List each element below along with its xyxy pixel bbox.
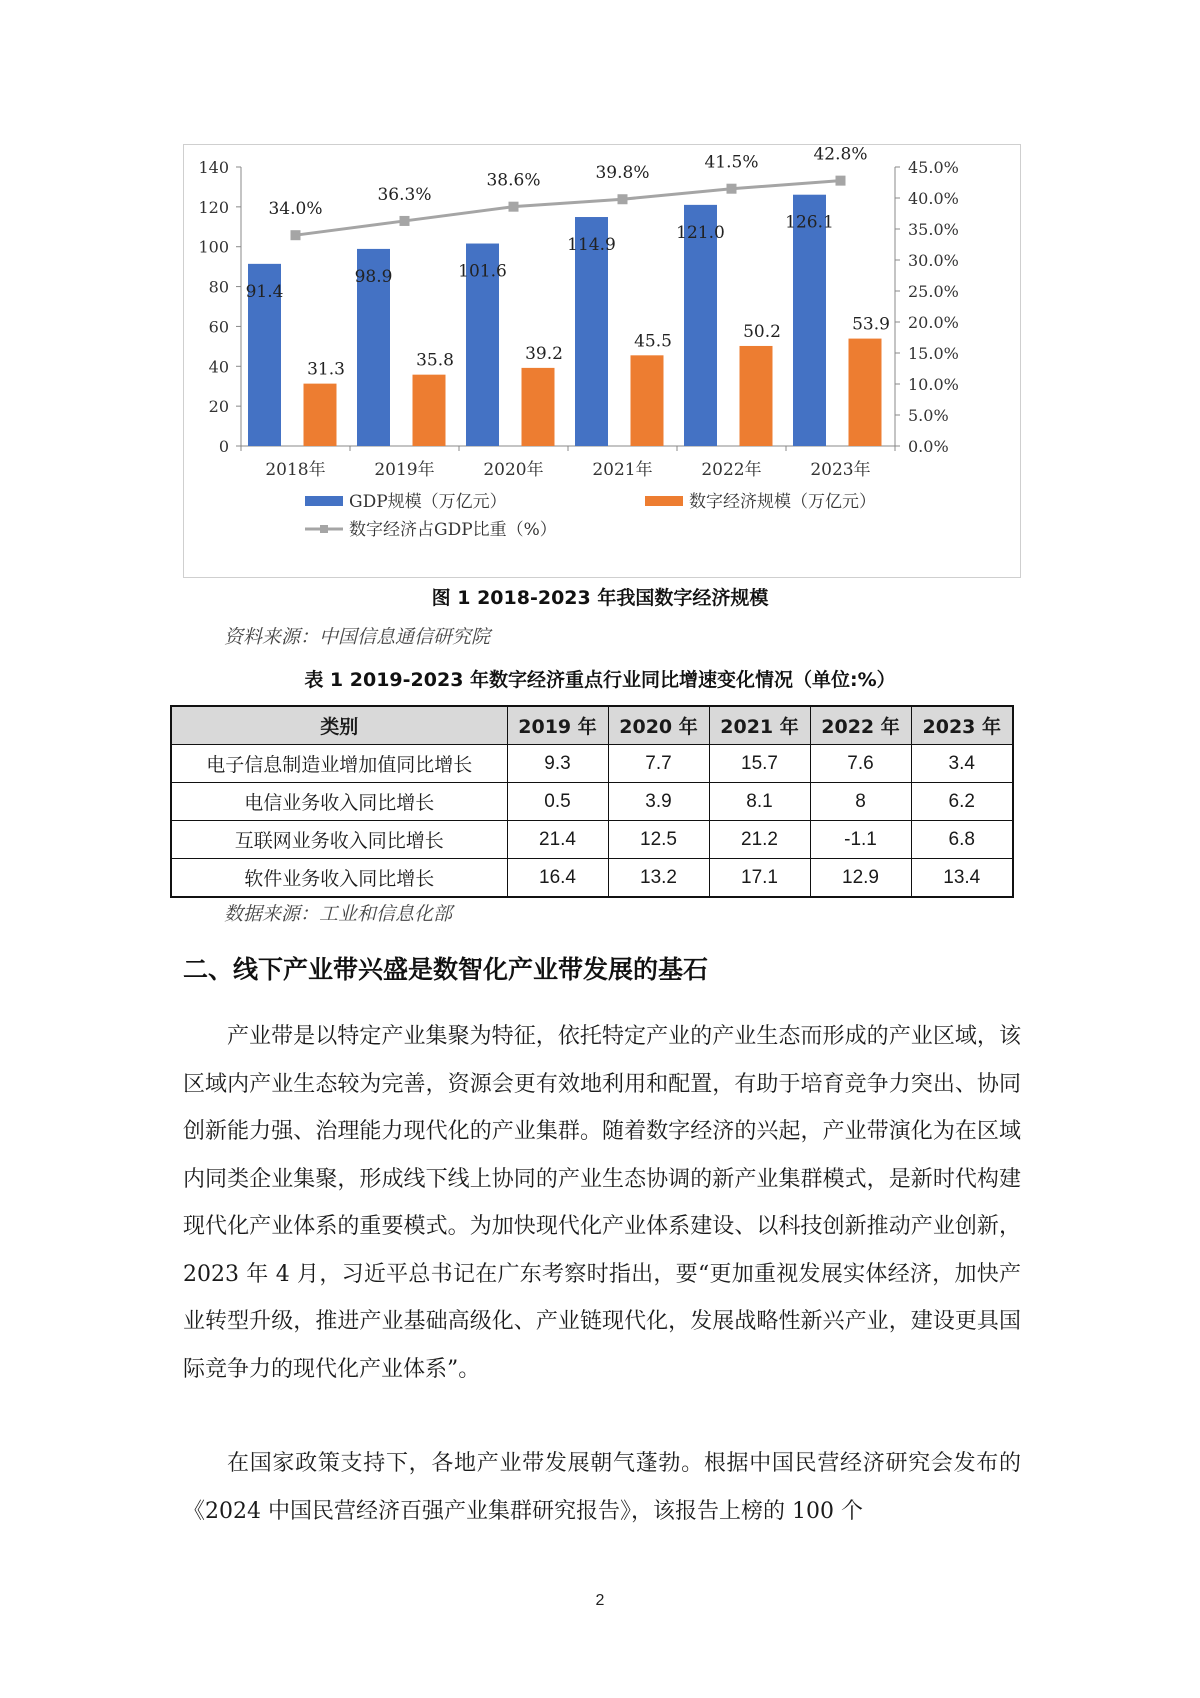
table-cell: 6.8 bbox=[911, 821, 1013, 859]
digital-economy-data-label: 53.9 bbox=[852, 314, 890, 335]
table-source: 数据来源：工业和信息化部 bbox=[224, 903, 453, 925]
left-tick-label: 60 bbox=[208, 317, 229, 337]
table-cell: 9.3 bbox=[507, 745, 608, 783]
legend-swatch bbox=[645, 496, 683, 506]
x-tick-label: 2018年 bbox=[265, 460, 326, 480]
left-tick-label: 80 bbox=[208, 277, 229, 297]
gdp-data-label: 91.4 bbox=[245, 281, 284, 302]
table-cell: 13.2 bbox=[608, 859, 709, 898]
digital-economy-data-label: 35.8 bbox=[416, 350, 454, 371]
left-tick-label: 140 bbox=[198, 158, 229, 177]
right-tick-label: 40.0% bbox=[908, 189, 959, 208]
share-data-label: 42.8% bbox=[813, 145, 868, 165]
share-point bbox=[618, 194, 628, 204]
right-tick-label: 45.0% bbox=[908, 158, 959, 177]
right-tick-label: 20.0% bbox=[908, 313, 959, 332]
table-cell: -1.1 bbox=[810, 821, 911, 859]
x-tick-label: 2020年 bbox=[483, 460, 544, 480]
digital-economy-bar bbox=[849, 339, 882, 446]
table-row bbox=[171, 821, 1013, 859]
legend-label: 数字经济占GDP比重（%） bbox=[349, 520, 557, 540]
table-row bbox=[171, 783, 1013, 821]
left-tick-label: 20 bbox=[208, 397, 229, 417]
legend-marker bbox=[320, 525, 328, 533]
digital-economy-data-label: 31.3 bbox=[307, 359, 345, 380]
left-tick-label: 40 bbox=[208, 357, 229, 377]
digital-economy-data-label: 45.5 bbox=[634, 331, 672, 352]
left-tick-label: 120 bbox=[198, 197, 229, 217]
table-cell: 0.5 bbox=[507, 783, 608, 821]
share-data-label: 38.6% bbox=[486, 170, 541, 191]
right-tick-label: 0.0% bbox=[908, 437, 949, 456]
page-number: 2 bbox=[595, 1592, 605, 1609]
table-cell: 电子信息制造业增加值同比增长 bbox=[171, 745, 507, 783]
table-cell: 8.1 bbox=[709, 783, 810, 821]
data-table bbox=[170, 705, 1014, 898]
x-tick-label: 2023年 bbox=[810, 460, 871, 480]
column-header: 2021 年 bbox=[709, 706, 810, 745]
table-cell: 17.1 bbox=[709, 859, 810, 898]
figure-caption: 图 1 2018-2023 年我国数字经济规模 bbox=[431, 587, 769, 609]
chart-figure bbox=[183, 144, 1021, 578]
gdp-data-label: 126.1 bbox=[785, 212, 834, 233]
share-point bbox=[291, 230, 301, 240]
table-cell: 8 bbox=[810, 783, 911, 821]
digital-economy-data-label: 50.2 bbox=[743, 321, 781, 342]
table-cell: 6.2 bbox=[911, 783, 1013, 821]
gdp-data-label: 121.0 bbox=[676, 222, 725, 243]
x-tick-label: 2019年 bbox=[374, 460, 435, 480]
table-cell: 7.7 bbox=[608, 745, 709, 783]
body-paragraph: 在国家政策支持下，各地产业带发展朝气蓬勃。根据中国民营经济研究会发布的《2024 中国民营经济百强产业集群研究报告》，该报告上榜的 100 个 bbox=[183, 1451, 1021, 1524]
table-cell: 12.5 bbox=[608, 821, 709, 859]
gdp-data-label: 114.9 bbox=[567, 235, 616, 256]
digital-economy-bar bbox=[522, 368, 555, 446]
legend-label: 数字经济规模（万亿元） bbox=[689, 492, 876, 512]
table-cell: 15.7 bbox=[709, 745, 810, 783]
right-tick-label: 10.0% bbox=[908, 375, 959, 394]
column-header: 2022 年 bbox=[810, 706, 911, 745]
column-header: 类别 bbox=[171, 706, 507, 745]
right-tick-label: 25.0% bbox=[908, 282, 959, 301]
x-tick-label: 2021年 bbox=[592, 460, 653, 480]
section-heading: 二、线下产业带兴盛是数智化产业带发展的基石 bbox=[183, 955, 709, 984]
right-tick-label: 15.0% bbox=[908, 344, 959, 363]
x-tick-label: 2022年 bbox=[701, 460, 762, 480]
table-cell: 13.4 bbox=[911, 859, 1013, 898]
share-point bbox=[509, 202, 519, 212]
bar-line-chart bbox=[184, 145, 1020, 577]
left-tick-label: 100 bbox=[198, 237, 229, 257]
digital-economy-bar bbox=[304, 384, 337, 446]
column-header: 2020 年 bbox=[608, 706, 709, 745]
share-data-label: 36.3% bbox=[377, 184, 432, 205]
share-point bbox=[727, 184, 737, 194]
column-header: 2023 年 bbox=[911, 706, 1013, 745]
table-cell: 3.9 bbox=[608, 783, 709, 821]
right-tick-label: 30.0% bbox=[908, 251, 959, 270]
digital-economy-bar bbox=[631, 355, 664, 446]
digital-economy-data-label: 39.2 bbox=[525, 343, 563, 364]
table-cell: 3.4 bbox=[911, 745, 1013, 783]
table-cell: 互联网业务收入同比增长 bbox=[171, 821, 507, 859]
column-header: 2019 年 bbox=[507, 706, 608, 745]
share-data-label: 34.0% bbox=[268, 199, 323, 220]
table-cell: 12.9 bbox=[810, 859, 911, 898]
table-cell: 16.4 bbox=[507, 859, 608, 898]
digital-economy-bar bbox=[413, 375, 446, 446]
legend-label: GDP规模（万亿元） bbox=[349, 492, 507, 512]
table-header-row bbox=[171, 706, 1013, 745]
gdp-data-label: 98.9 bbox=[354, 266, 393, 287]
table-cell: 7.6 bbox=[810, 745, 911, 783]
right-tick-label: 5.0% bbox=[908, 406, 949, 425]
table-row bbox=[171, 745, 1013, 783]
gdp-data-label: 101.6 bbox=[458, 261, 507, 282]
table-row bbox=[171, 859, 1013, 898]
table-caption: 表 1 2019-2023 年数字经济重点行业同比增速变化情况（单位:%） bbox=[304, 669, 896, 691]
share-data-label: 39.8% bbox=[595, 163, 650, 184]
share-point bbox=[836, 176, 846, 186]
table-cell: 电信业务收入同比增长 bbox=[171, 783, 507, 821]
digital-economy-bar bbox=[740, 346, 773, 446]
figure-source: 资料来源：中国信息通信研究院 bbox=[224, 626, 491, 648]
table-cell: 21.2 bbox=[709, 821, 810, 859]
share-point bbox=[400, 216, 410, 226]
left-tick-label: 0 bbox=[218, 437, 229, 456]
body-paragraph: 产业带是以特定产业集聚为特征，依托特定产业的产业生态而形成的产业区域，该区域内产业生态较为完善，资源会更有效地利用和配置，有助于培育竞争力突出、协同创新能力强、治理能力现代化的产业集群。随着数字经济的兴起，产业带演化为在区域内同类企业集聚，形成线下线上协同的产业生态协调的新产业集群模式，是新时代构建现代化产业体系的重要模式。为加快现代化产业体系建设、以科技创新推动产业创新，2023 年 4 月，习近平总书记在广东考察时指出，要“更加重视发展实体经济，加快产业转型升级，推进产业基础高级化、产业链现代化，发展战略性新兴产业，建设更具国际竞争力的现代化产业体系”。 bbox=[183, 1024, 1021, 1382]
table-cell: 21.4 bbox=[507, 821, 608, 859]
table-cell: 软件业务收入同比增长 bbox=[171, 859, 507, 898]
right-tick-label: 35.0% bbox=[908, 220, 959, 239]
legend-swatch bbox=[305, 496, 343, 506]
share-data-label: 41.5% bbox=[704, 152, 759, 173]
